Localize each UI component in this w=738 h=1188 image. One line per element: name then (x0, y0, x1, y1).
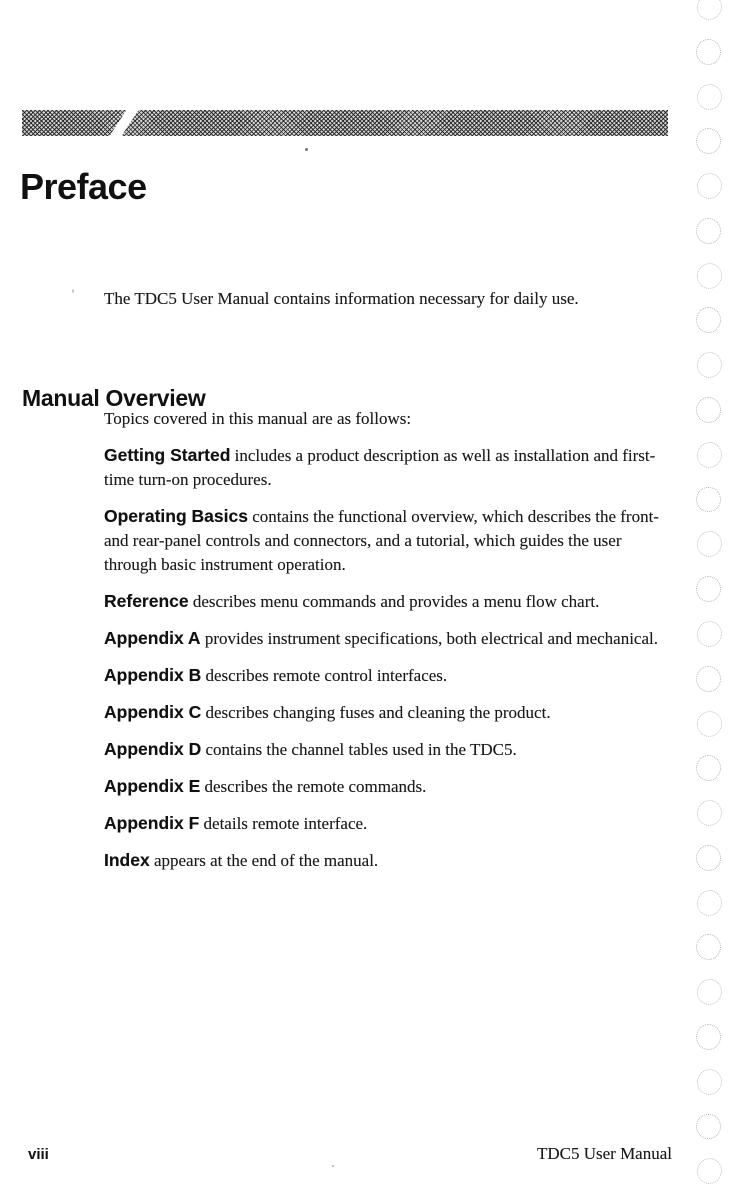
item-desc: includes a product description as well as installation and first-time turn-on procedures. (104, 446, 656, 489)
item-term: Appendix C (104, 702, 202, 722)
binding-hole (693, 259, 725, 292)
item-desc: appears at the end of the manual. (153, 851, 379, 870)
binding-hole (693, 707, 725, 740)
binding-hole (693, 80, 725, 113)
list-item (104, 700, 664, 725)
item-desc: describes menu commands and provides a menu flow chart. (192, 592, 600, 611)
item-term: Reference (104, 591, 189, 611)
overview-body (104, 407, 664, 885)
page-title: Preface (20, 166, 147, 208)
item-term: Index (104, 850, 150, 870)
binding-hole (693, 0, 725, 23)
list-item (104, 589, 664, 614)
footer-manual-name: TDC5 User Manual (536, 1144, 672, 1163)
item-desc: describes the remote commands. (204, 777, 427, 796)
binding-hole (696, 666, 721, 692)
binding-hole (693, 438, 725, 471)
item-term: Appendix E (104, 776, 201, 796)
section-heading-manual-overview: Manual Overview (22, 385, 206, 412)
binding-hole (696, 307, 721, 333)
binding-hole (693, 797, 725, 830)
overview-lead: Topics covered in this manual are as follows: (104, 409, 412, 428)
list-item (104, 774, 664, 799)
binding-hole (693, 976, 725, 1009)
footer-page-number: viii (28, 1146, 49, 1163)
item-desc: contains the channel tables used in the TDC5. (205, 740, 517, 759)
binding-hole (696, 845, 721, 871)
item-desc: provides instrument specifications, both electrical and mechanical. (204, 629, 659, 648)
binding-hole (693, 617, 725, 650)
binding-holes (696, 0, 724, 1184)
list-item (104, 663, 664, 688)
item-term: Getting Started (104, 445, 231, 465)
item-term: Appendix F (104, 813, 200, 833)
list-item (104, 443, 664, 492)
binding-hole (696, 1114, 721, 1140)
binding-hole (696, 397, 721, 423)
item-desc: details remote interface. (203, 814, 368, 833)
binding-hole (696, 1024, 721, 1050)
intro-paragraph: The TDC5 User Manual contains information necessary for daily use. (104, 289, 579, 308)
list-item (104, 504, 664, 577)
item-desc: describes remote control interfaces. (205, 666, 448, 685)
binding-hole (693, 528, 725, 561)
list-item (104, 811, 664, 836)
binding-hole (693, 1155, 725, 1188)
scan-speck (305, 148, 308, 151)
binding-hole (696, 934, 721, 960)
scan-speck (72, 289, 74, 293)
list-item (104, 737, 664, 762)
binding-hole (696, 218, 721, 244)
binding-hole (693, 170, 725, 203)
item-term: Appendix B (104, 665, 202, 685)
item-term: Appendix D (104, 739, 202, 759)
binding-hole (693, 349, 725, 382)
binding-hole (696, 576, 721, 602)
binding-hole (696, 39, 721, 65)
chapter-header-bar (22, 110, 668, 136)
binding-hole (696, 755, 721, 781)
list-item (104, 626, 664, 651)
item-term: Operating Basics (104, 506, 248, 526)
item-desc: describes changing fuses and cleaning the product. (205, 703, 551, 722)
binding-hole (696, 487, 721, 513)
binding-hole (693, 1065, 725, 1098)
binding-hole (696, 128, 721, 154)
scan-speck (332, 1165, 334, 1167)
item-desc: contains the functional overview, which describes the front- and rear-panel controls and connectors, and a tutorial, which guides the user through basic instrument operation. (104, 507, 659, 574)
list-item (104, 848, 664, 873)
header-bar-slash (108, 108, 139, 138)
binding-hole (693, 886, 725, 919)
item-term: Appendix A (104, 628, 201, 648)
